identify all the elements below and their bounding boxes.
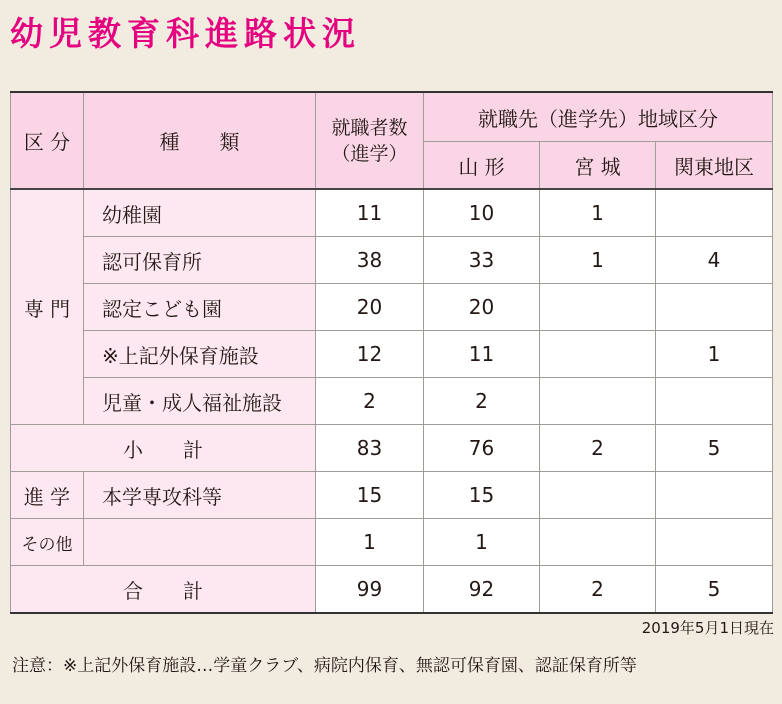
total-miyagi: 2 bbox=[540, 566, 656, 614]
count-cell: 1 bbox=[316, 519, 424, 566]
miyagi-cell bbox=[540, 331, 656, 378]
header-count-line1: 就職者数 bbox=[331, 116, 408, 139]
subtotal-yamagata: 76 bbox=[424, 425, 540, 472]
yamagata-cell: 1 bbox=[424, 519, 540, 566]
header-count-line2: （進学） bbox=[331, 142, 408, 165]
group-sonota: その他 bbox=[11, 519, 84, 566]
career-table bbox=[10, 91, 773, 614]
subtotal-count: 83 bbox=[316, 425, 424, 472]
type-cell: 児童・成人福祉施設 bbox=[84, 378, 316, 425]
footnote: 注意：※上記外保育施設…学童クラブ、病院内保育、無認可保育園、認証保育所等 bbox=[12, 656, 637, 676]
type-cell: 本学専攻科等 bbox=[84, 472, 316, 519]
as-of-date: 2019年5月1日現在 bbox=[641, 619, 774, 637]
header-kubun: 区 分 bbox=[11, 92, 84, 189]
total-row bbox=[11, 566, 773, 614]
yamagata-cell: 10 bbox=[424, 189, 540, 237]
kanto-cell bbox=[656, 472, 773, 519]
kanto-cell bbox=[656, 378, 773, 425]
yamagata-cell: 20 bbox=[424, 284, 540, 331]
count-cell: 15 bbox=[316, 472, 424, 519]
subtotal-miyagi: 2 bbox=[540, 425, 656, 472]
type-cell: 認定こども園 bbox=[84, 284, 316, 331]
group-senmon: 専 門 bbox=[11, 189, 84, 425]
header-miyagi: 宮 城 bbox=[540, 142, 656, 190]
total-label: 合 計 bbox=[11, 566, 316, 614]
header-count bbox=[316, 92, 424, 189]
miyagi-cell bbox=[540, 378, 656, 425]
count-cell: 12 bbox=[316, 331, 424, 378]
header-region: 就職先（進学先）地域区分 bbox=[424, 92, 773, 142]
table-row bbox=[11, 378, 773, 425]
miyagi-cell bbox=[540, 519, 656, 566]
table-row bbox=[11, 237, 773, 284]
table-row bbox=[11, 284, 773, 331]
kanto-cell bbox=[656, 189, 773, 237]
header-kanto: 関東地区 bbox=[656, 142, 773, 190]
header-yamagata: 山 形 bbox=[424, 142, 540, 190]
subtotal-row bbox=[11, 425, 773, 472]
yamagata-cell: 11 bbox=[424, 331, 540, 378]
kanto-cell bbox=[656, 519, 773, 566]
miyagi-cell: 1 bbox=[540, 237, 656, 284]
table-row bbox=[11, 331, 773, 378]
type-cell: ※上記外保育施設 bbox=[84, 331, 316, 378]
miyagi-cell: 1 bbox=[540, 189, 656, 237]
yamagata-cell: 33 bbox=[424, 237, 540, 284]
page-title: 幼児教育科進路状況 bbox=[10, 14, 361, 53]
subtotal-label: 小 計 bbox=[11, 425, 316, 472]
type-cell bbox=[84, 519, 316, 566]
header-shurui: 種 類 bbox=[84, 92, 316, 189]
total-kanto: 5 bbox=[656, 566, 773, 614]
kanto-cell: 1 bbox=[656, 331, 773, 378]
miyagi-cell bbox=[540, 284, 656, 331]
count-cell: 38 bbox=[316, 237, 424, 284]
count-cell: 20 bbox=[316, 284, 424, 331]
kanto-cell bbox=[656, 284, 773, 331]
table-row bbox=[11, 189, 773, 237]
table-row bbox=[11, 472, 773, 519]
count-cell: 2 bbox=[316, 378, 424, 425]
table-row bbox=[11, 519, 773, 566]
subtotal-kanto: 5 bbox=[656, 425, 773, 472]
count-cell: 11 bbox=[316, 189, 424, 237]
kanto-cell: 4 bbox=[656, 237, 773, 284]
total-yamagata: 92 bbox=[424, 566, 540, 614]
type-cell: 認可保育所 bbox=[84, 237, 316, 284]
yamagata-cell: 15 bbox=[424, 472, 540, 519]
type-cell: 幼稚園 bbox=[84, 189, 316, 237]
total-count: 99 bbox=[316, 566, 424, 614]
miyagi-cell bbox=[540, 472, 656, 519]
yamagata-cell: 2 bbox=[424, 378, 540, 425]
group-shingaku: 進 学 bbox=[11, 472, 84, 519]
